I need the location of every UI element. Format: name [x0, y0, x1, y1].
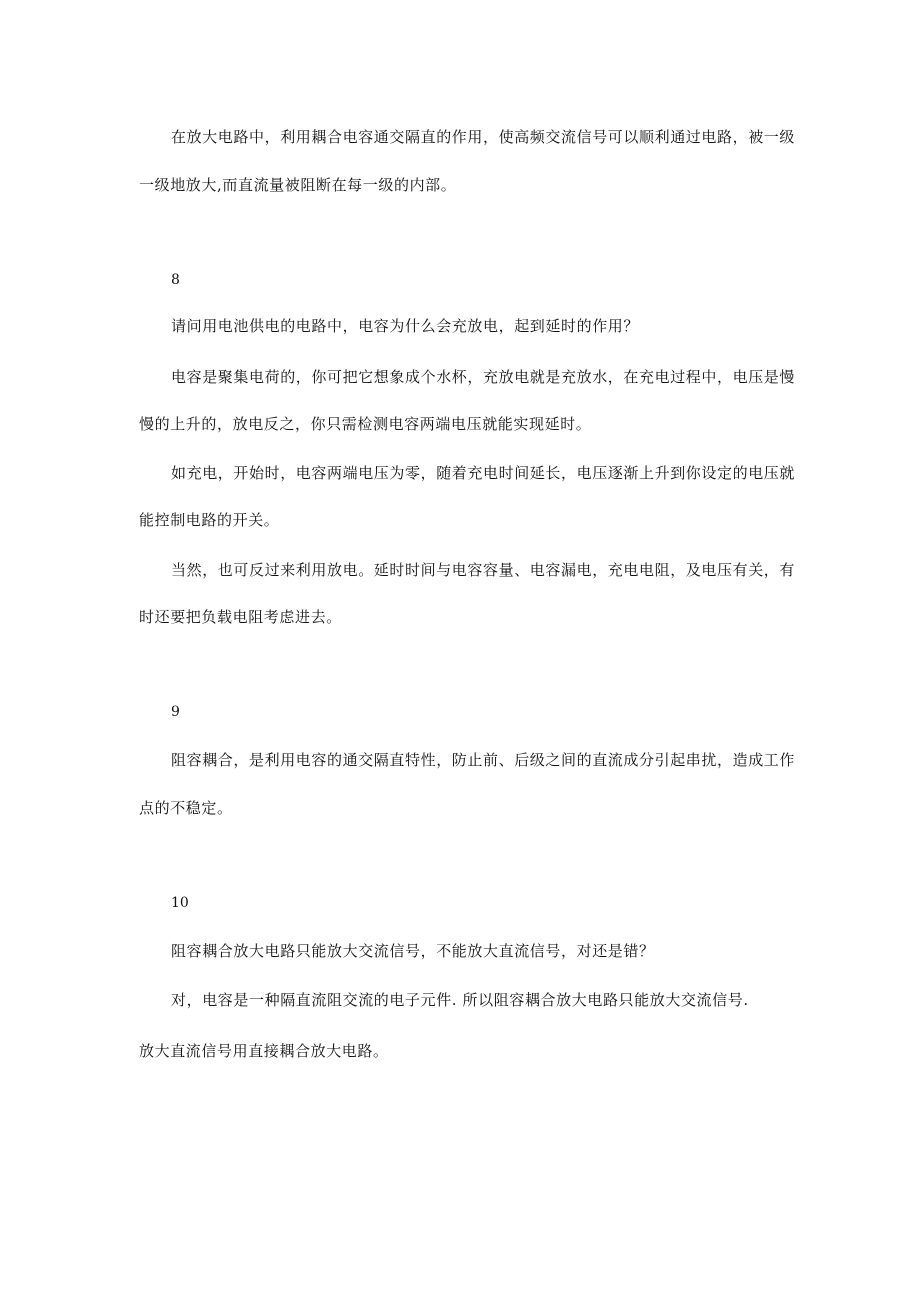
- s8-p3-line2: 时还要把负载电阻考虑进去。: [139, 608, 342, 626]
- s8-p2-line1: 如充电，开始时，电容两端电压为零，随着充电时间延长，电压逐渐上升到你设定的电压就: [171, 464, 796, 482]
- s8-p1-line2: 慢的上升的，放电反之，你只需检测电容两端电压就能实现延时。: [139, 415, 592, 433]
- s8-p3-line1: 当然，也可反过来利用放电。延时时间与电容容量、电容漏电，充电电阻，及电压有关，有: [171, 561, 796, 579]
- s9-number: 9: [171, 704, 180, 720]
- s7-answer-line1: 在放大电路中，利用耦合电容通交隔直的作用，使高频交流信号可以顺利通过电路，被一级: [171, 128, 796, 146]
- s7-answer-line2: 一级地放大,而直流量被阻断在每一级的内部。: [139, 176, 457, 194]
- s9-p1-line2: 点的不稳定。: [139, 799, 233, 817]
- s10-question: 阻容耦合放大电路只能放大交流信号，不能放大直流信号，对还是错？: [171, 942, 655, 960]
- s10-number: 10: [171, 895, 189, 911]
- s10-answer-line2: 放大直流信号用直接耦合放大电路。: [139, 1042, 389, 1060]
- s8-number: 8: [171, 272, 180, 288]
- s8-p2-line2: 能控制电路的开关。: [139, 511, 280, 529]
- s8-question: 请问用电池供电的电路中，电容为什么会充放电，起到延时的作用？: [171, 317, 640, 335]
- s9-p1-line1: 阻容耦合，是利用电容的通交隔直特性，防止前、后级之间的直流成分引起串扰，造成工作: [171, 751, 796, 769]
- s8-p1-line1: 电容是聚集电荷的，你可把它想象成个水杯，充放电就是充放水，在充电过程中，电压是慢: [171, 368, 796, 386]
- s10-answer-line1: 对，电容是一种隔直流阻交流的电子元件. 所以阻容耦合放大电路只能放大交流信号.: [171, 991, 749, 1009]
